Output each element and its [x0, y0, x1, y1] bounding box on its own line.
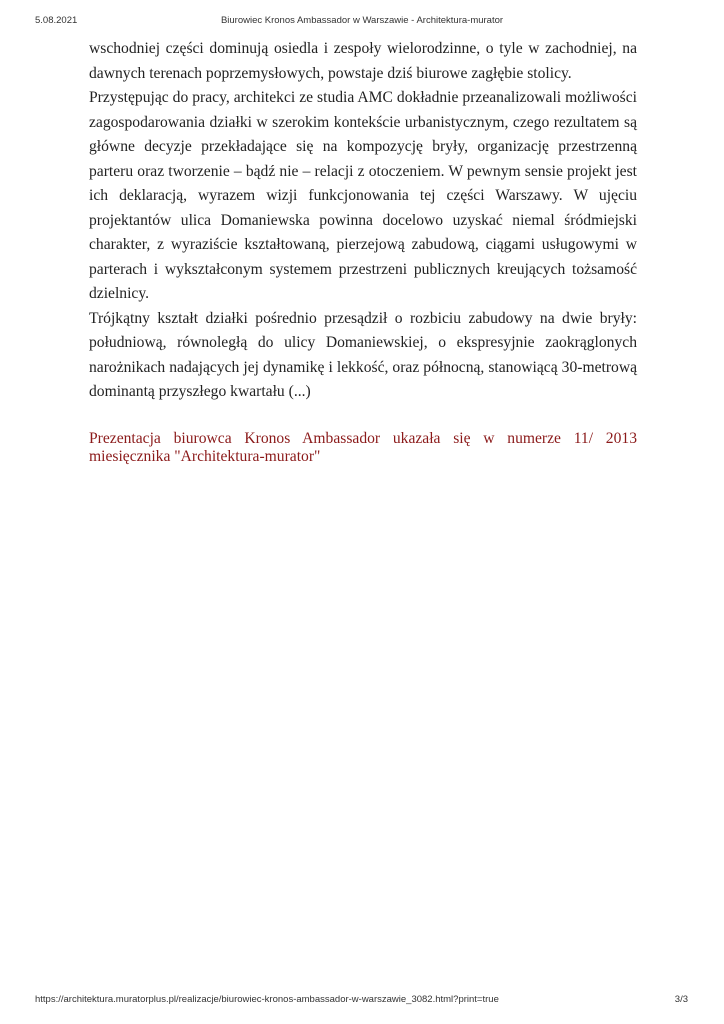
print-footer	[0, 994, 724, 1008]
article-paragraph: Przystępując do pracy, architekci ze studia AMC dokładnie przeanalizowali możliwości zagospodarowania działki w szerokim kontekście urbanistycznym, czego rezultatem są główne decyzje przekładające się na kompozycję bryły, organizację przestrzenną parteru oraz tworzenie – bądź nie – relacji z otoczeniem. W pewnym sensie projekt jest ich deklaracją, wyrazem wizji funkcjonowania tej części Warszawy. W ujęciu projektantów ulica Domaniewska powinna docelowo uzyskać niemal śródmiejski charakter, z wyraziście kształtowaną, pierzejową zabudową, ciągami usługowymi w parterach i wykształconym systemem przestrzeni publicznych kreujących tożsamość dzielnicy.	[89, 89, 637, 302]
article-paragraph: wschodniej części dominują osiedla i zespoły wielorodzinne, o tyle w zachodniej, na dawnych terenach poprzemysłowych, powstaje dziś biurowe zagłębie stolicy.	[89, 40, 637, 82]
print-date: 5.08.2021	[35, 15, 78, 26]
page-number: 3/3	[674, 994, 688, 1005]
print-page-title: Biurowiec Kronos Ambassador w Warszawie - Architektura-murator	[220, 15, 504, 26]
article-paragraph: Trójkątny kształt działki pośrednio przesądził o rozbiciu zabudowy na dwie bryły: południową, równoległą do ulicy Domaniewskiej, o ekspresyjnie zaokrąglonych narożnikach nadających jej dynamikę i lekkość, oraz północną, stanowiącą 30-metrową dominantą przyszłego kwartału (...)	[89, 309, 637, 400]
publication-credit: Prezentacja biurowca Kronos Ambassador ukazała się w numerze 11/ 2013 miesięcznika "Architektura-murator"	[89, 430, 637, 465]
article-body	[89, 37, 637, 405]
print-header	[0, 15, 724, 29]
print-url: https://architektura.muratorplus.pl/realizacje/biurowiec-kronos-ambassador-w-warszawie_3082.html?print=true	[35, 994, 499, 1005]
